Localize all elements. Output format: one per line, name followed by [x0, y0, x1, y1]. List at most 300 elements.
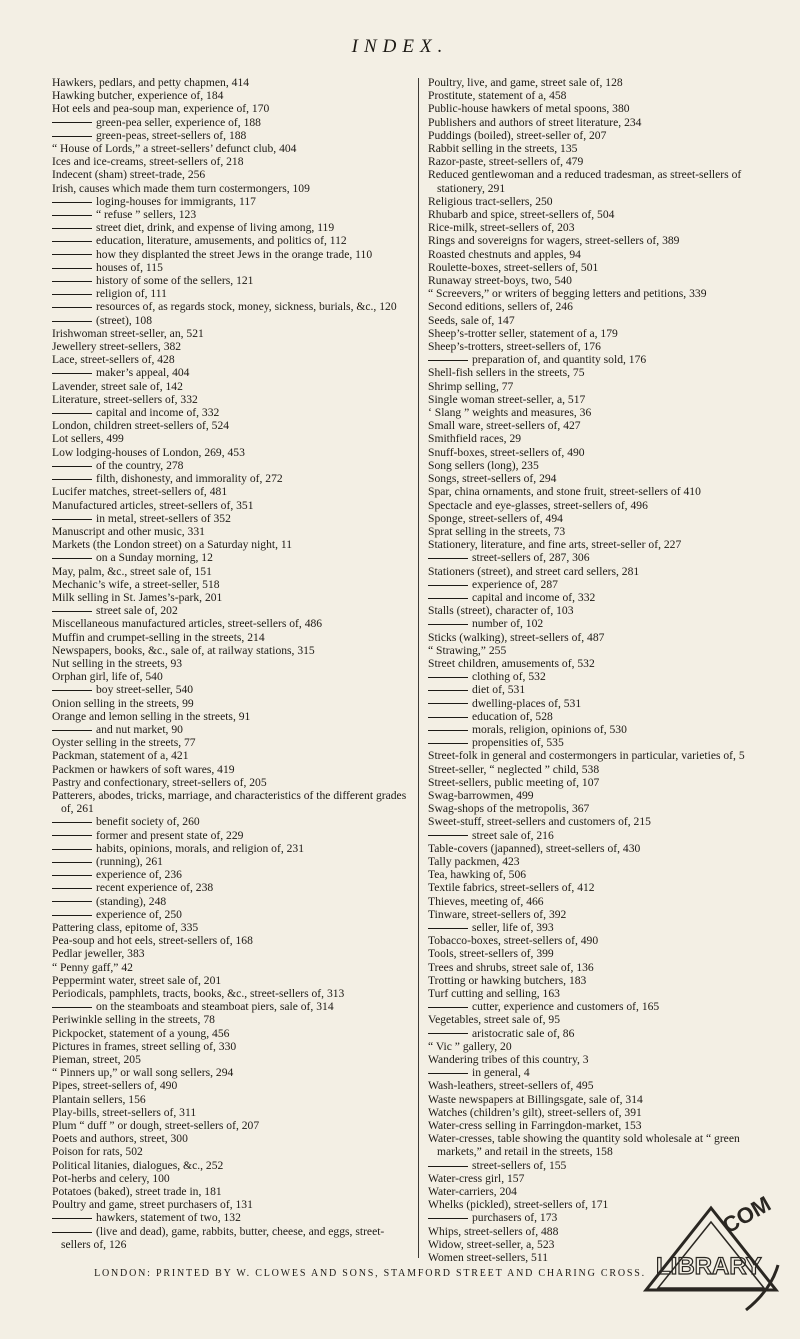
ditto-dash: [52, 122, 92, 123]
index-subentry: [52, 604, 412, 617]
index-entry: [52, 1172, 412, 1185]
index-subentry: [428, 829, 784, 842]
index-entry: [428, 446, 784, 459]
entry-text: Turf cutting and selling, 163: [428, 987, 560, 1001]
entry-text: maker’s appeal, 404: [96, 366, 190, 380]
entry-text: “ Strawing,” 255: [428, 643, 507, 657]
index-subentry: [52, 551, 412, 564]
entry-text: Rabbit selling in the streets, 135: [428, 142, 578, 156]
entry-text: filth, dishonesty, and immorality of, 272: [96, 472, 283, 486]
entry-text: aristocratic sale of, 86: [472, 1026, 575, 1040]
index-entry: [428, 908, 784, 921]
ditto-dash: [428, 598, 468, 599]
entry-text: morals, religion, opinions of, 530: [472, 722, 627, 736]
entry-text: Stationery, literature, and fine arts, street-seller of, 227: [428, 538, 682, 552]
entry-text: preparation of, and quantity sold, 176: [472, 353, 647, 367]
entry-text: Whips, street-sellers of, 488: [428, 1224, 559, 1238]
entry-text: propensities of, 535: [472, 736, 564, 750]
index-entry: [428, 327, 784, 340]
entry-text: habits, opinions, morals, and religion of, 231: [96, 841, 305, 855]
index-subentry: [52, 881, 412, 894]
entry-text: Textile fabrics, street-sellers of, 412: [428, 881, 595, 895]
entry-text: Razor-paste, street-sellers of, 479: [428, 155, 584, 169]
ditto-dash: [52, 875, 92, 876]
entry-text: street sale of, 202: [96, 604, 178, 618]
index-subentry: [428, 921, 784, 934]
index-entry: [52, 961, 412, 974]
entry-text: Shell-fish sellers in the streets, 75: [428, 366, 585, 380]
entry-text: Periodicals, pamphlets, tracts, books, &c., street-sellers of, 313: [52, 987, 345, 1001]
index-entry: [52, 565, 412, 578]
index-subentry: [52, 406, 412, 419]
ditto-dash: [52, 294, 92, 295]
entry-text: Manufactured articles, street-sellers of, 351: [52, 498, 254, 512]
entry-text: Lavender, street sale of, 142: [52, 379, 183, 393]
index-entry: [428, 1053, 784, 1066]
entry-text: Political litanies, dialogues, &c., 252: [52, 1158, 224, 1172]
entry-text: Spectacle and eye-glasses, street-sellers of, 496: [428, 498, 648, 512]
entry-text: Roasted chestnuts and apples, 94: [428, 247, 581, 261]
index-entry: [428, 129, 784, 142]
entry-text: Orange and lemon selling in the streets, 91: [52, 709, 251, 723]
entry-text: Vegetables, street sale of, 95: [428, 1013, 560, 1027]
entry-text: Hot eels and pea-soup man, experience of, 170: [52, 102, 270, 116]
index-entry: [52, 1066, 412, 1079]
index-entry: [52, 591, 412, 604]
entry-text: experience of, 250: [96, 907, 182, 921]
index-entry: [428, 393, 784, 406]
entry-text: Onion selling in the streets, 99: [52, 696, 194, 710]
entry-text: education of, 528: [472, 709, 553, 723]
entry-text: Prostitute, statement of a, 458: [428, 89, 567, 103]
entry-text: “ Penny gaff,” 42: [52, 960, 133, 974]
index-entry: [52, 538, 412, 551]
entry-text: street sale of, 216: [472, 828, 554, 842]
index-entry: [428, 763, 784, 776]
ditto-dash: [52, 1007, 92, 1008]
entry-text: Street-sellers, public meeting of, 107: [428, 775, 600, 789]
entry-text: Lace, street-sellers of, 428: [52, 353, 175, 367]
index-entry: [428, 406, 784, 419]
entry-text: Hawkers, pedlars, and petty chapmen, 414: [52, 76, 250, 89]
entry-text: (street), 108: [96, 313, 153, 327]
entry-text: Spar, china ornaments, and stone fruit, street-sellers of 410: [428, 485, 701, 499]
entry-text: Plantain sellers, 156: [52, 1092, 146, 1106]
index-entry: [428, 1040, 784, 1053]
index-entry: [428, 749, 784, 762]
entry-text: green-peas, street-sellers of, 188: [96, 128, 247, 142]
entry-text: Pedlar jeweller, 383: [52, 947, 145, 961]
entry-text: Pot-herbs and celery, 100: [52, 1171, 170, 1185]
index-subentry: [428, 683, 784, 696]
index-entry: [428, 868, 784, 881]
index-entry: [52, 670, 412, 683]
index-entry: [52, 327, 412, 340]
index-subentry: [52, 815, 412, 828]
index-entry: [428, 1093, 784, 1106]
entry-text: Sticks (walking), street-sellers of, 487: [428, 630, 605, 644]
entry-text: experience of, 236: [96, 868, 182, 882]
index-subentry: [428, 670, 784, 683]
entry-text: Pickpocket, statement of a young, 456: [52, 1026, 230, 1040]
ditto-dash: [52, 1218, 92, 1219]
index-subentry: [52, 868, 412, 881]
stamp-library-text: LIBRARY: [656, 1253, 762, 1280]
index-entry: [428, 76, 784, 89]
index-entry: [52, 525, 412, 538]
entry-text: May, palm, &c., street sale of, 151: [52, 564, 212, 578]
ditto-dash: [52, 611, 92, 612]
entry-text: Rice-milk, street-sellers of, 203: [428, 221, 575, 235]
entry-text: Water-cress selling in Farringdon-market, 153: [428, 1119, 642, 1133]
ditto-dash: [52, 822, 92, 823]
index-entry: [52, 76, 412, 89]
index-entry: [52, 578, 412, 591]
index-entry: [52, 1159, 412, 1172]
entry-text: Muffin and crumpet-selling in the streets, 214: [52, 630, 265, 644]
index-entry: [428, 789, 784, 802]
index-entry: [52, 446, 412, 459]
library-stamp: [636, 1170, 786, 1320]
entry-text: Low lodging-houses of London, 269, 453: [52, 445, 245, 459]
ditto-dash: [52, 862, 92, 863]
index-subentry: [52, 855, 412, 868]
entry-text: Literature, street-sellers of, 332: [52, 392, 198, 406]
entry-text: “ Screevers,” or writers of begging letters and petitions, 339: [428, 287, 707, 301]
entry-text: Single woman street-seller, a, 517: [428, 392, 586, 406]
index-subentry: [52, 195, 412, 208]
index-entry: [428, 565, 784, 578]
ditto-dash: [52, 241, 92, 242]
entry-text: history of some of the sellers, 121: [96, 274, 254, 288]
index-entry: [428, 261, 784, 274]
entry-text: Smithfield races, 29: [428, 432, 522, 446]
ditto-dash: [52, 321, 92, 322]
index-entry: [52, 353, 412, 366]
ditto-dash: [52, 413, 92, 414]
entry-text: Reduced gentlewoman and a reduced tradesman, as street-sellers of stationery, 291: [428, 168, 742, 195]
entry-text: in metal, street-sellers of 352: [96, 511, 231, 525]
index-subentry: [52, 459, 412, 472]
index-entry: [52, 182, 412, 195]
entry-text: (running), 261: [96, 854, 163, 868]
index-subentry: [52, 300, 412, 313]
index-entry: [52, 749, 412, 762]
entry-text: Swag-shops of the metropolis, 367: [428, 802, 590, 816]
index-entry: [428, 947, 784, 960]
index-subentry: [428, 1066, 784, 1079]
index-entry: [52, 763, 412, 776]
ditto-dash: [52, 519, 92, 520]
entry-text: Pipes, street-sellers of, 490: [52, 1079, 178, 1093]
index-entry: [52, 644, 412, 657]
index-entry: [428, 472, 784, 485]
index-entry: [52, 657, 412, 670]
index-entry: [52, 947, 412, 960]
entry-text: Irish, causes which made them turn costermongers, 109: [52, 181, 310, 195]
entry-text: Patterers, abodes, tricks, marriage, and characteristics of the different grades of, 261: [52, 788, 407, 816]
index-entry: [52, 499, 412, 512]
entry-text: street diet, drink, and expense of living among, 119: [96, 221, 335, 235]
ditto-dash: [52, 466, 92, 467]
entry-text: Nut selling in the streets, 93: [52, 656, 183, 670]
index-subentry: [52, 1000, 412, 1013]
ditto-dash: [428, 743, 468, 744]
ditto-dash: [428, 1218, 468, 1219]
entry-text: Tools, street-sellers of, 399: [428, 947, 554, 961]
entry-text: Tea, hawking of, 506: [428, 868, 527, 882]
ditto-dash: [428, 677, 468, 678]
index-entry: [428, 881, 784, 894]
entry-text: loging-houses for immigrants, 117: [96, 194, 256, 208]
index-entry: [428, 432, 784, 445]
entry-text: Pastry and confectionary, street-sellers of, 205: [52, 775, 267, 789]
ditto-dash: [52, 915, 92, 916]
entry-text: Roulette-boxes, street-sellers of, 501: [428, 260, 599, 274]
index-entry: [428, 512, 784, 525]
entry-text: street-sellers of, 287, 306: [472, 551, 590, 565]
index-subentry: [52, 512, 412, 525]
index-entry: [52, 710, 412, 723]
index-entry: [52, 1106, 412, 1119]
entry-text: Packmen or hawkers of soft wares, 419: [52, 762, 235, 776]
entry-text: Poultry and game, street purchasers of, 131: [52, 1198, 253, 1212]
index-right-column: [428, 76, 784, 1264]
index-subentry: [52, 234, 412, 247]
ditto-dash: [428, 835, 468, 836]
printer-imprint: LONDON: PRINTED BY W. CLOWES AND SONS, STAMFORD STREET AND CHARING CROSS.: [94, 1268, 646, 1279]
entry-text: Plum “ duff ” or dough, street-sellers of, 207: [52, 1119, 260, 1133]
entry-text: Seeds, sale of, 147: [428, 313, 515, 327]
entry-text: Newspapers, books, &c., sale of, at railway stations, 315: [52, 643, 315, 657]
index-entry: [52, 987, 412, 1000]
index-subentry: [52, 683, 412, 696]
entry-text: Potatoes (baked), street trade in, 181: [52, 1185, 222, 1199]
index-entry: [52, 340, 412, 353]
index-entry: [52, 1040, 412, 1053]
index-subentry: [428, 551, 784, 564]
entry-text: former and present state of, 229: [96, 828, 244, 842]
index-subentry: [52, 248, 412, 261]
entry-text: Lucifer matches, street-sellers of, 481: [52, 485, 228, 499]
entry-text: Street children, amusements of, 532: [428, 656, 595, 670]
index-subentry: [52, 221, 412, 234]
index-entry: [428, 419, 784, 432]
index-subentry: [428, 736, 784, 749]
index-subentry: [52, 1225, 412, 1251]
entry-text: Wash-leathers, street-sellers of, 495: [428, 1079, 594, 1093]
entry-text: Manuscript and other music, 331: [52, 524, 205, 538]
entry-text: green-pea seller, experience of, 188: [96, 115, 261, 129]
ditto-dash: [428, 624, 468, 625]
index-entry: [428, 274, 784, 287]
index-entry: [428, 802, 784, 815]
index-entry: [428, 934, 784, 947]
entry-text: Poison for rats, 502: [52, 1145, 143, 1159]
ditto-dash: [428, 730, 468, 731]
entry-text: Jewellery street-sellers, 382: [52, 340, 182, 354]
index-entry: [428, 89, 784, 102]
entry-text: Widow, street-seller, a, 523: [428, 1237, 555, 1251]
entry-text: (standing), 248: [96, 894, 167, 908]
entry-text: Public-house hawkers of metal spoons, 380: [428, 102, 630, 116]
index-subentry: [52, 829, 412, 842]
ditto-dash: [428, 1073, 468, 1074]
index-entry: [428, 366, 784, 379]
index-entry: [428, 538, 784, 551]
index-entry: [52, 1027, 412, 1040]
stamp-arc-text: COM: [718, 1191, 775, 1239]
entry-text: Peppermint water, street sale of, 201: [52, 973, 222, 987]
entry-text: Packman, statement of a, 421: [52, 749, 189, 763]
ditto-dash: [428, 1007, 468, 1008]
index-entry: [428, 459, 784, 472]
entry-text: Whelks (pickled), street-sellers of, 171: [428, 1198, 609, 1212]
index-subentry: [52, 1211, 412, 1224]
index-entry: [52, 1093, 412, 1106]
entry-text: Orphan girl, life of, 540: [52, 670, 163, 684]
index-subentry: [52, 261, 412, 274]
index-entry: [52, 776, 412, 789]
ditto-dash: [428, 1166, 468, 1167]
entry-text: Thieves, meeting of, 466: [428, 894, 544, 908]
index-entry: [428, 234, 784, 247]
entry-text: capital and income of, 332: [96, 406, 220, 420]
entry-text: Sweet-stuff, street-sellers and customers of, 215: [428, 815, 651, 829]
ditto-dash: [428, 690, 468, 691]
index-entry: [52, 974, 412, 987]
entry-text: Street-seller, “ neglected ” child, 538: [428, 762, 600, 776]
index-entry: [52, 419, 412, 432]
entry-text: Periwinkle selling in the streets, 78: [52, 1013, 215, 1027]
entry-text: Hawking butcher, experience of, 184: [52, 89, 224, 103]
index-entry: [52, 631, 412, 644]
ditto-dash: [52, 202, 92, 203]
entry-text: seller, life of, 393: [472, 921, 554, 934]
entry-text: education, literature, amusements, and politics of, 112: [96, 234, 347, 248]
entry-text: Sponge, street-sellers of, 494: [428, 511, 563, 525]
index-entry: [428, 221, 784, 234]
entry-text: “ House of Lords,” a street-sellers’ defunct club, 404: [52, 142, 297, 156]
ditto-dash: [52, 373, 92, 374]
index-entry: [428, 380, 784, 393]
index-entry: [428, 644, 784, 657]
entry-text: Trotting or hawking butchers, 183: [428, 973, 587, 987]
ditto-dash: [52, 690, 92, 691]
entry-text: Song sellers (long), 235: [428, 458, 539, 472]
index-entry: [52, 1053, 412, 1066]
index-entry: [428, 248, 784, 261]
index-entry: [428, 657, 784, 670]
entry-text: capital and income of, 332: [472, 590, 596, 604]
entry-text: Milk selling in St. James’s-park, 201: [52, 590, 223, 604]
entry-text: Snuff-boxes, street-sellers of, 490: [428, 445, 585, 459]
entry-text: Rings and sovereigns for wagers, street-sellers of, 389: [428, 234, 680, 248]
index-entry: [428, 142, 784, 155]
index-entry: [52, 1132, 412, 1145]
entry-text: “ refuse ” sellers, 123: [96, 208, 197, 222]
entry-text: Rhubarb and spice, street-sellers of, 504: [428, 208, 615, 222]
index-entry: [428, 604, 784, 617]
ditto-dash: [52, 835, 92, 836]
entry-text: “ Pinners up,” or wall song sellers, 294: [52, 1066, 234, 1080]
index-subentry: [428, 578, 784, 591]
index-entry: [52, 102, 412, 115]
index-subentry: [428, 1000, 784, 1013]
index-entry: [52, 89, 412, 102]
entry-text: (live and dead), game, rabbits, butter, cheese, and eggs, street-sellers of, 126: [61, 1224, 385, 1251]
index-entry: [428, 287, 784, 300]
entry-text: resources of, as regards stock, money, sickness, burials, &c., 120: [96, 300, 397, 314]
entry-text: Shrimp selling, 77: [428, 379, 514, 393]
ditto-dash: [52, 901, 92, 902]
entry-text: Pieman, street, 205: [52, 1053, 141, 1067]
index-entry: [428, 961, 784, 974]
ditto-dash: [428, 928, 468, 929]
entry-text: Irishwoman street-seller, an, 521: [52, 326, 204, 340]
entry-text: Sprat selling in the streets, 73: [428, 524, 566, 538]
entry-text: Water-carriers, 204: [428, 1185, 517, 1199]
index-entry: [52, 736, 412, 749]
index-entry: [52, 1145, 412, 1158]
index-entry: [428, 102, 784, 115]
ditto-dash: [52, 888, 92, 889]
entry-text: benefit society of, 260: [96, 815, 200, 829]
index-entry: [52, 697, 412, 710]
ditto-dash: [428, 717, 468, 718]
index-subentry: [52, 895, 412, 908]
entry-text: houses of, 115: [96, 260, 163, 274]
index-subentry: [52, 472, 412, 485]
ditto-dash: [52, 479, 92, 480]
index-entry: [428, 895, 784, 908]
index-entry: [428, 485, 784, 498]
index-subentry: [52, 129, 412, 142]
page-title: INDEX.: [351, 36, 449, 57]
index-entry: [52, 934, 412, 947]
index-entry: [428, 314, 784, 327]
entry-text: Sheep’s-trotter seller, statement of a, 179: [428, 326, 618, 340]
entry-text: Religious tract-sellers, 250: [428, 194, 553, 208]
entry-text: Water-cresses, table showing the quantity sold wholesale at “ green markets,” and retail in the streets, 158: [428, 1132, 740, 1159]
index-entry: [428, 155, 784, 168]
entry-text: Water-cress girl, 157: [428, 1171, 525, 1185]
entry-text: London, children street-sellers of, 524: [52, 419, 230, 433]
index-subentry: [428, 617, 784, 630]
index-entry: [428, 1119, 784, 1132]
entry-text: Runaway street-boys, two, 540: [428, 274, 572, 288]
ditto-dash: [428, 1033, 468, 1034]
index-entry: [52, 1013, 412, 1026]
index-entry: [428, 1132, 784, 1158]
entry-text: and nut market, 90: [96, 722, 183, 736]
index-entry: [52, 380, 412, 393]
index-entry: [428, 776, 784, 789]
ditto-dash: [52, 228, 92, 229]
entry-text: Markets (the London street) on a Saturday night, 11: [52, 538, 293, 552]
column-divider: [418, 78, 419, 1258]
index-entry: [52, 142, 412, 155]
index-subentry: [428, 591, 784, 604]
index-subentry: [52, 116, 412, 129]
entry-text: clothing of, 532: [472, 670, 546, 684]
entry-text: Pattering class, epitome of, 335: [52, 921, 199, 934]
ditto-dash: [52, 254, 92, 255]
entry-text: Second editions, sellers of, 246: [428, 300, 573, 314]
index-entry: [428, 842, 784, 855]
entry-text: Oyster selling in the streets, 77: [52, 736, 196, 750]
index-subentry: [52, 366, 412, 379]
